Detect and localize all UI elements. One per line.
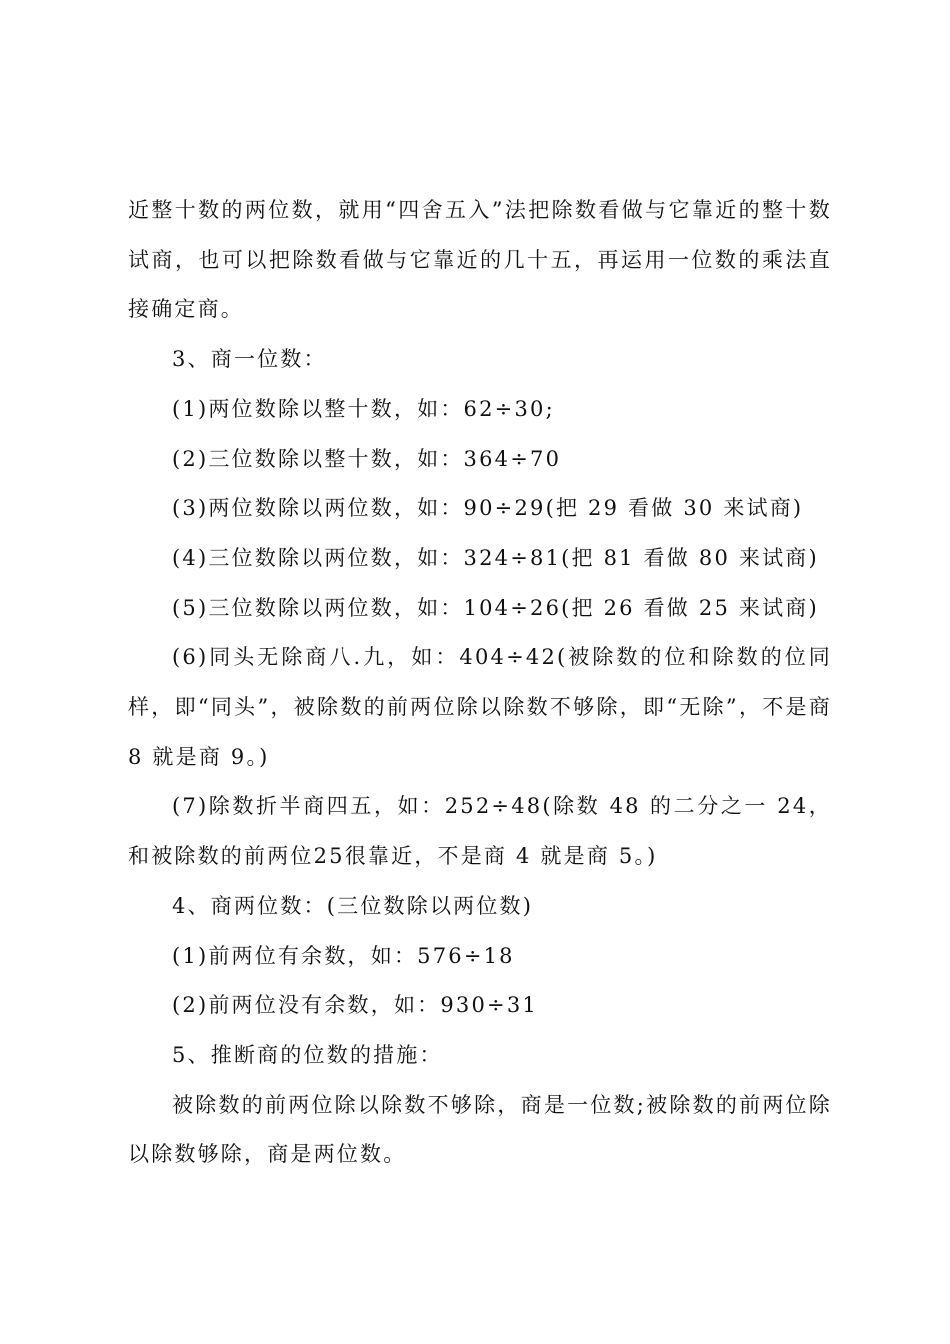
list-item-4-1: (1)前两位有余数，如：576÷18 [172, 943, 515, 968]
section-heading-5: 5、推断商的位数的措施： [172, 1042, 443, 1067]
section-heading-4: 4、商两位数：(三位数除以两位数) [172, 893, 534, 918]
list-item-1: (1)两位数除以整十数，如：62÷30; [172, 396, 555, 421]
list-item-7: (7)除数折半商四五，如：252÷48(除数 48 的二分之一 24，和被除数的前两位25很靠近，不是商 4 就是商 5。) [128, 794, 832, 869]
list-item-4: (4)三位数除以两位数，如：324÷81(把 81 看做 80 来试商) [172, 545, 819, 570]
list-item-6: (6)同头无除商八.九，如：404÷42(被除数的位和除数的位同样，即“同头”，被除数的前两位除以除数不够除，即“无除”，不是商 8 就是商 9。) [128, 645, 832, 769]
section-heading-3: 3、商一位数： [172, 347, 327, 372]
list-item-5: (5)三位数除以两位数，如：104÷26(把 26 看做 25 来试商) [172, 595, 819, 620]
document-body [128, 186, 832, 1180]
paragraph-conclusion: 被除数的前两位除以除数不够除，商是一位数;被除数的前两位除以除数够除，商是两位数。 [128, 1092, 832, 1167]
list-item-3: (3)两位数除以两位数，如：90÷29(把 29 看做 30 来试商) [172, 496, 804, 521]
list-item-4-2: (2)前两位没有余数，如：930÷31 [172, 993, 538, 1018]
paragraph-continuation: 近整十数的两位数，就用“四舍五入”法把除数看做与它靠近的整十数试商，也可以把除数看做与它靠近的几十五，再运用一位数的乘法直接确定商。 [128, 198, 832, 322]
list-item-2: (2)三位数除以整十数，如：364÷70 [172, 446, 562, 471]
